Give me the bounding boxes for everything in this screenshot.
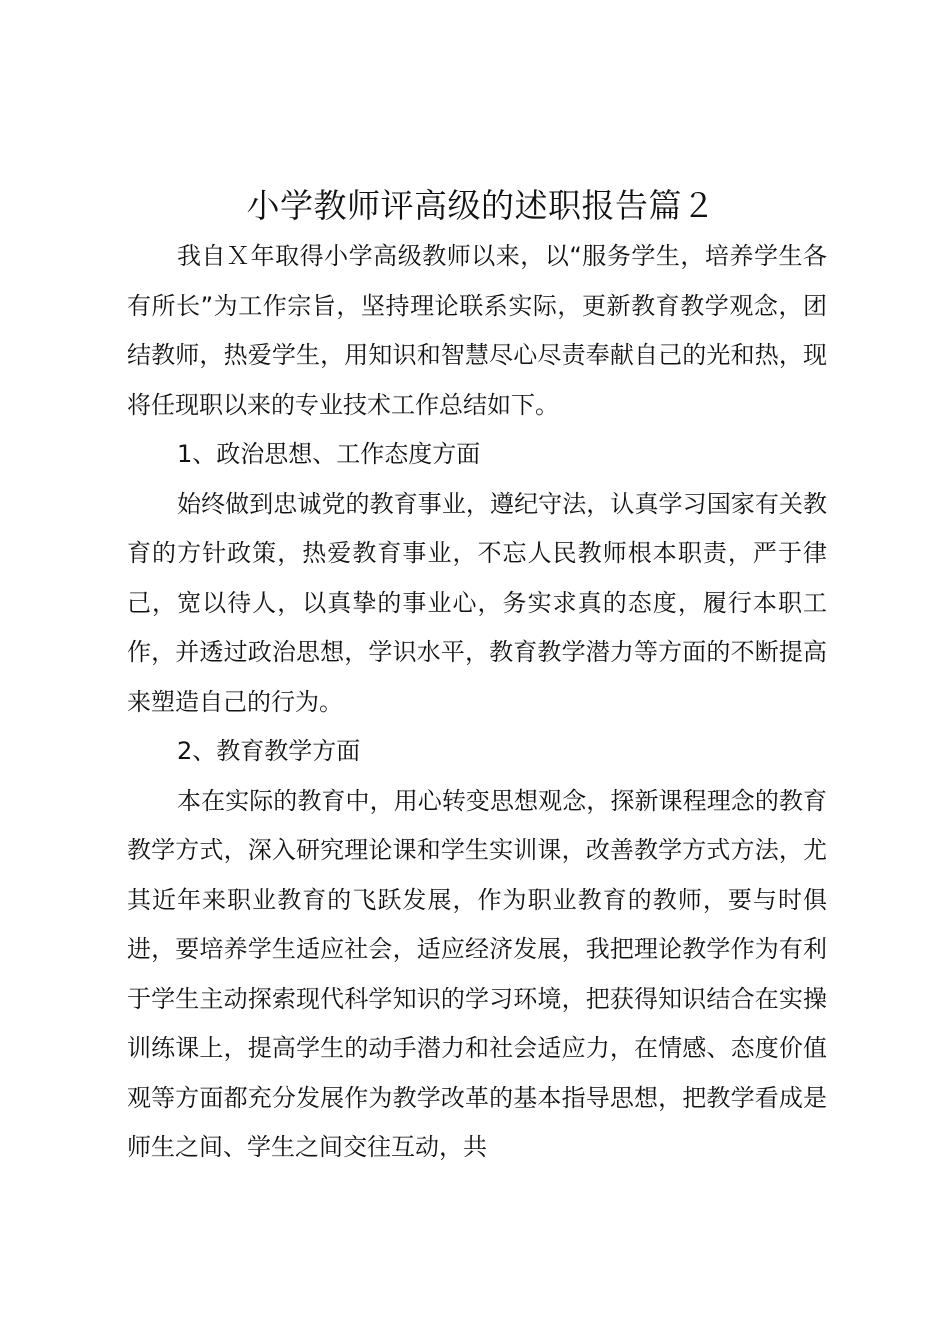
paragraph-teaching: 本在实际的教育中，用心转变思想观念，探新课程理念的教育教学方式，深入研究理论课和学生实训课，改善教学方式方法，尤其近年来职业教育的飞跃发展，作为职业教育的教师，要与时俱进，要培养学生适应社会，适应经济发展，我把理论教学作为有利于学生主动探索现代科学知识的学习环境，把获得知识结合在实操训练课上，提高学生的动手潜力和社会适应力，在情感、态度价值观等方面都充分发展作为教学改革的基本指导思想，把教学看成是师生之间、学生之间交往互动，共	[127, 786, 827, 1161]
paragraph-political: 始终做到忠诚党的教育事业，遵纪守法，认真学习国家有关教育的方针政策，热爱教育事业，不忘人民教师根本职责，严于律己，宽以待人，以真挚的事业心，务实求真的态度，履行本职工作，并透过政治思想，学识水平，教育教学潜力等方面的不断提高来塑造自己的行为。	[127, 489, 827, 716]
paragraph-intro: 我自Ｘ年取得小学高级教师以来，以“服务学生，培养学生各有所长”为工作宗旨，坚持理论联系实际，更新教育教学观念，团结教师，热爱学生，用知识和智慧尽心尽责奉献自己的光和热，现将任现职以来的专业技术工作总结如下。	[127, 242, 827, 419]
section-heading-teaching: 2、教育教学方面	[177, 737, 361, 765]
document-title: 小学教师评高级的述职报告篇２	[246, 186, 716, 225]
section-heading-political: 1、政治思想、工作态度方面	[177, 440, 481, 468]
document-page	[127, 180, 827, 1173]
